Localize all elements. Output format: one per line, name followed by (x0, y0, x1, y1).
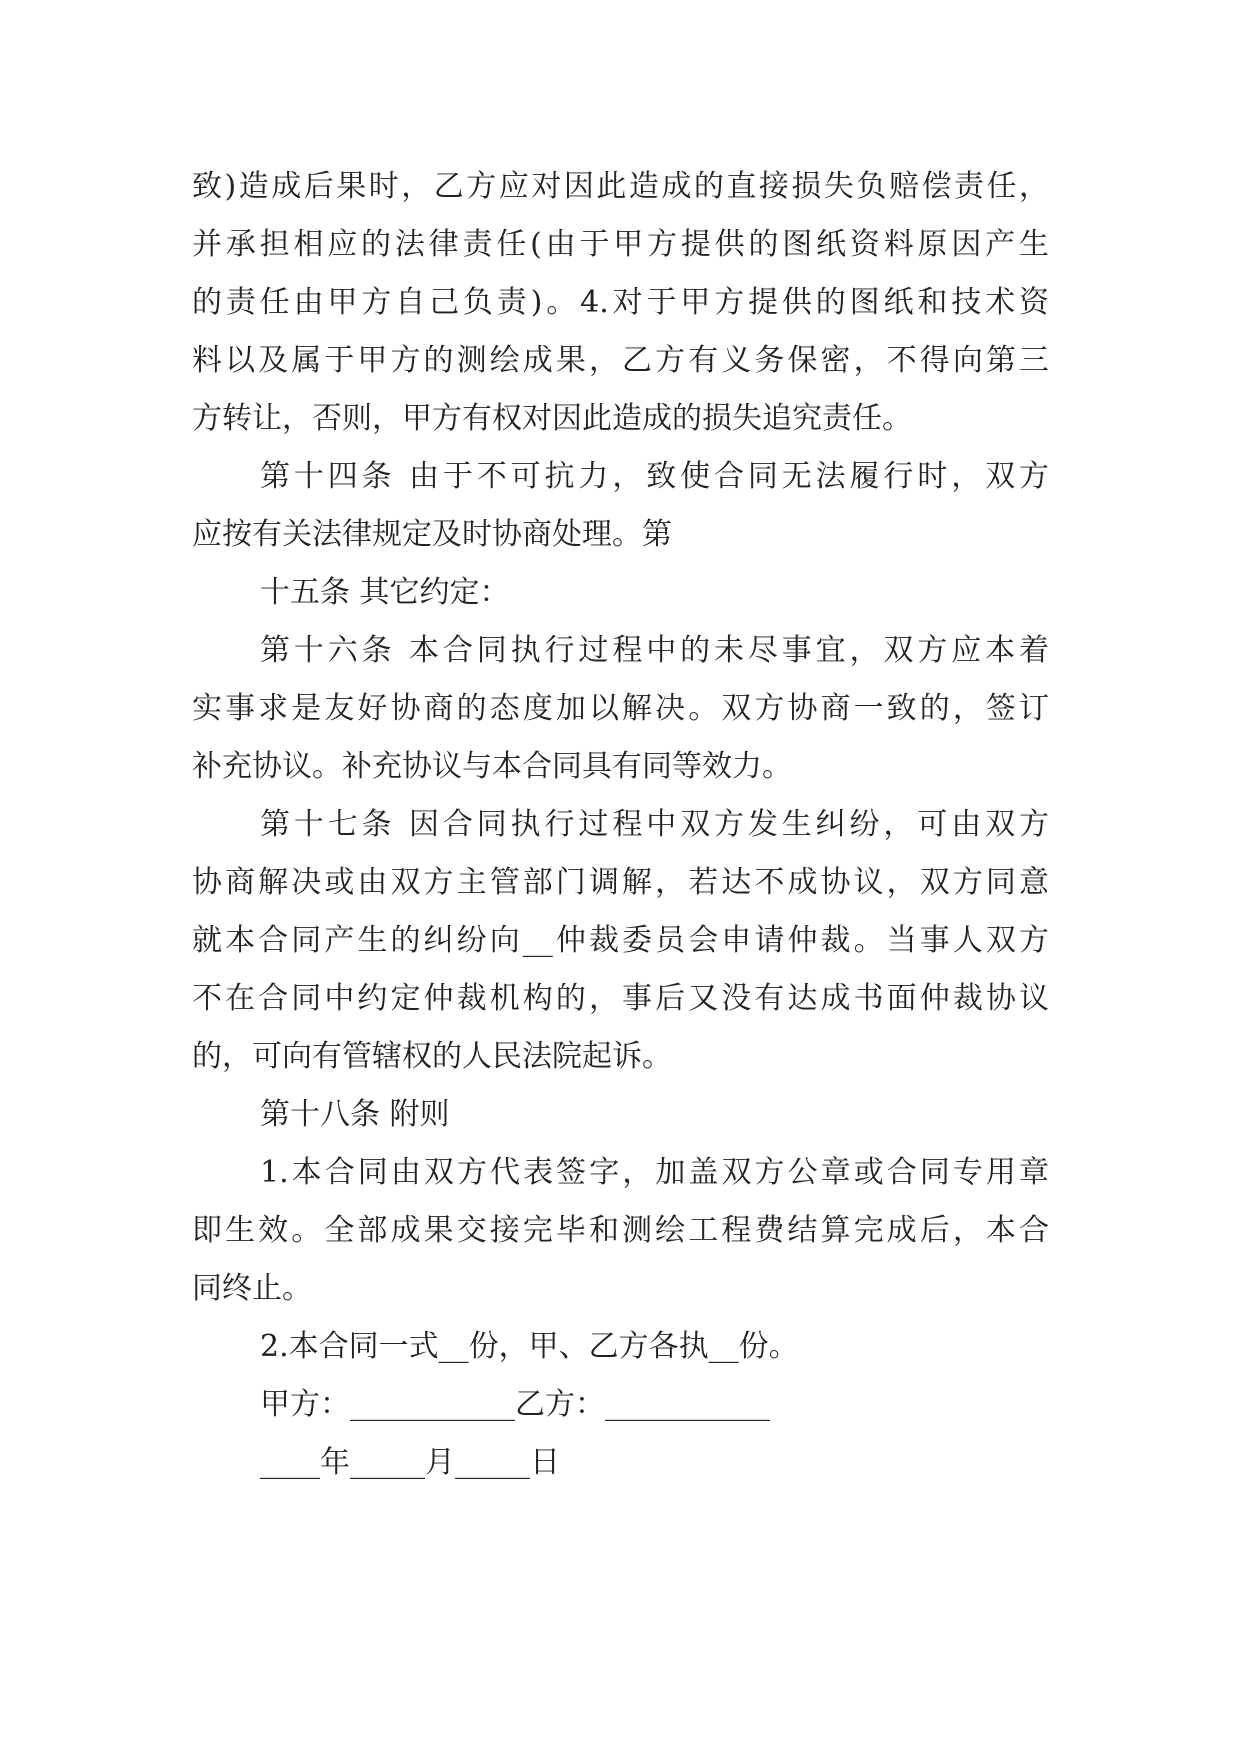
text-line: 协商解决或由双方主管部门调解，若达不成协议，双方同意 (192, 865, 1049, 900)
text-line: 十五条 其它约定： (260, 575, 510, 610)
text-line: 2.本合同一式__份，甲、乙方各执__份。 (260, 1329, 799, 1364)
text-line: 就本合同产生的纠纷向__仲裁委员会申请仲裁。当事人双方 (192, 923, 1049, 958)
text-line: 第十四条 由于不可抗力，致使合同无法履行时，双方 (260, 459, 1049, 494)
text-line: 的责任由甲方自己负责)。4.对于甲方提供的图纸和技术资 (192, 285, 1049, 320)
text-line: 不在合同中约定仲裁机构的，事后又没有达成书面仲裁协议 (192, 981, 1049, 1016)
text-line: 料以及属于甲方的测绘成果，乙方有义务保密，不得向第三 (192, 343, 1049, 378)
text-line: 甲方：___________乙方：___________ (260, 1387, 770, 1422)
text-line: ____年_____月_____日 (260, 1445, 560, 1480)
text-line: 即生效。全部成果交接完毕和测绘工程费结算完成后，本合 (192, 1213, 1049, 1248)
text-line: 第十七条 因合同执行过程中双方发生纠纷，可由双方 (260, 807, 1049, 842)
text-line: 1.本合同由双方代表签字，加盖双方公章或合同专用章 (260, 1155, 1049, 1190)
text-line: 第十六条 本合同执行过程中的未尽事宜，双方应本着 (260, 633, 1049, 668)
text-line: 同终止。 (192, 1271, 312, 1306)
text-line: 的，可向有管辖权的人民法院起诉。 (192, 1039, 672, 1074)
contract-body (192, 158, 1049, 1492)
text-line: 方转让，否则，甲方有权对因此造成的损失追究责任。 (192, 401, 912, 436)
text-line: 并承担相应的法律责任(由于甲方提供的图纸资料原因产生 (192, 227, 1049, 262)
text-line: 应按有关法律规定及时协商处理。第 (192, 517, 672, 552)
text-line: 实事求是友好协商的态度加以解决。双方协商一致的，签订 (192, 691, 1049, 726)
text-line: 第十八条 附则 (260, 1097, 450, 1132)
text-line: 补充协议。补充协议与本合同具有同等效力。 (192, 749, 792, 784)
text-line: 致)造成后果时，乙方应对因此造成的直接损失负赔偿责任， (192, 169, 1049, 204)
